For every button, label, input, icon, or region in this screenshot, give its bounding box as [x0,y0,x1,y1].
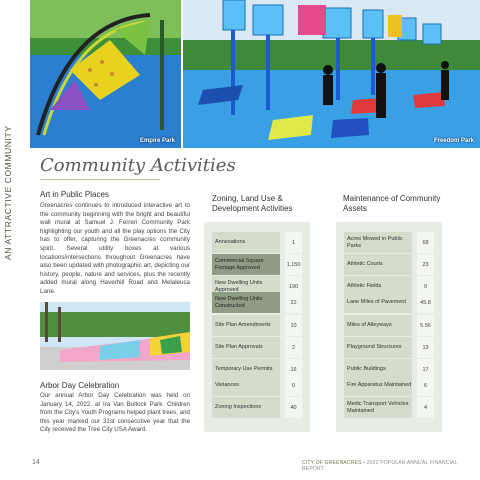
playground-illustration [30,0,181,148]
zoning-row-value: 1,150 [285,254,302,275]
zoning-row [212,232,302,253]
empire-park-caption: Empire Park [139,138,175,144]
arbor-body: Our annual Arbor Day Celebration was held on January 14, 2022, at Ira Van Bullock Park. Children from the City's Youth Programs helped plant trees, and this year marked our 31st consecutive year that the City received the Tree City USA Award. [40,392,190,434]
court-illustration [183,0,480,148]
zoning-row-value: 190 [285,276,302,297]
zoning-row-value: 2 [285,337,302,358]
arbor-heading: Arbor Day Celebration [40,381,120,390]
zoning-row-label: New Dwelling Units Constructed [212,292,280,313]
page-number: 14 [32,459,40,466]
zoning-row [212,254,302,275]
maintenance-row-label: Playground Structures [344,337,412,358]
maintenance-row [344,375,434,396]
freedom-park-photo [183,0,480,148]
zoning-row [212,315,302,336]
maintenance-row-value: 23 [417,254,434,275]
report-footer [302,460,480,472]
zoning-row-label: Commercial Square Footage Approved [212,254,280,275]
zoning-row-value: 40 [285,397,302,418]
report-footer-city: CITY OF GREENACRES [302,460,362,466]
maintenance-row-label: Lane Miles of Pavement [344,292,412,313]
mural-illustration [40,302,190,370]
side-band [0,0,26,480]
freedom-park-caption: Freedom Park [433,138,474,144]
zoning-row-value: 16 [285,359,302,380]
zoning-row-label: New Dwelling Units Approved [212,276,280,297]
maintenance-row-label: Athletic Fields [344,276,412,297]
maintenance-row-value: 68 [417,232,434,253]
maintenance-row [344,315,434,336]
zoning-row-label: Site Plan Amendments [212,315,280,336]
maintenance-row-value: 17 [417,359,434,380]
maintenance-row-label: Public Buildings [344,359,412,380]
zoning-row [212,375,302,396]
maintenance-row-value: 13 [417,337,434,358]
maintenance-row-label: Acres Mowed in Public Parks [344,232,412,253]
zoning-row-label: Annexations [212,232,280,253]
maintenance-row-value: 5.56 [417,315,434,336]
zoning-row [212,292,302,313]
maintenance-row-value: 9 [417,276,434,297]
zoning-row-value: 0 [285,375,302,396]
zoning-row-value: 1 [285,232,302,253]
maintenance-row [344,232,434,253]
mural-photo [40,302,190,370]
maintenance-row-label: Medic Transport Vehicles Maintained [344,397,412,418]
zoning-row-label: Variances [212,375,280,396]
maintenance-row [344,337,434,358]
title-rule [40,179,160,180]
zoning-row-label: Site Plan Approvals [212,337,280,358]
zoning-row [212,397,302,418]
zoning-row-value: 22 [285,292,302,313]
maintenance-row-value: 45.8 [417,292,434,313]
art-heading: Art in Public Places [40,190,109,199]
art-body: Greenacres continues to introduced interactive art to the community beginning with the bright and beautiful wall mural at Samuel J. Ferreri Community Park highlighting our youth and all the play options the City has to offer, capturing the Greenacres community spirit. Several utility boxes at various locations/intersections throughout Greenacres have also been updated with photographic art, depicting our history, people, nature and services, plus the recently added mural along Haverhill Road and Melaleuca Lane. [40,202,190,295]
zoning-panel [204,222,310,432]
maintenance-row-value: 4 [417,397,434,418]
maintenance-heading: Maintenance of Community Assets [343,194,441,213]
side-label-text: AN ATTRACTIVE COMMUNITY [3,125,13,260]
maintenance-row-value: 6 [417,375,434,396]
zoning-row-value: 10 [285,315,302,336]
side-label [3,125,23,260]
zoning-heading: Zoning, Land Use & Development Activities [212,194,293,213]
zoning-row-label: Zoning Inspections [212,397,280,418]
maintenance-row-label: Athletic Courts [344,254,412,275]
maintenance-row [344,254,434,275]
zoning-row [212,337,302,358]
maintenance-row [344,292,434,313]
report-footer-title: • 2022 POPULAR ANNUAL FINANCIAL REPORT [302,460,458,472]
maintenance-panel [336,222,442,432]
empire-park-photo [30,0,181,148]
maintenance-row-label: Miles of Alleyways [344,315,412,336]
maintenance-row [344,397,434,418]
section-title: Community Activities [40,155,236,176]
maintenance-row-label: Fire Apparatus Maintained [344,375,412,396]
zoning-row-label: Temporary Use Permits [212,359,280,380]
